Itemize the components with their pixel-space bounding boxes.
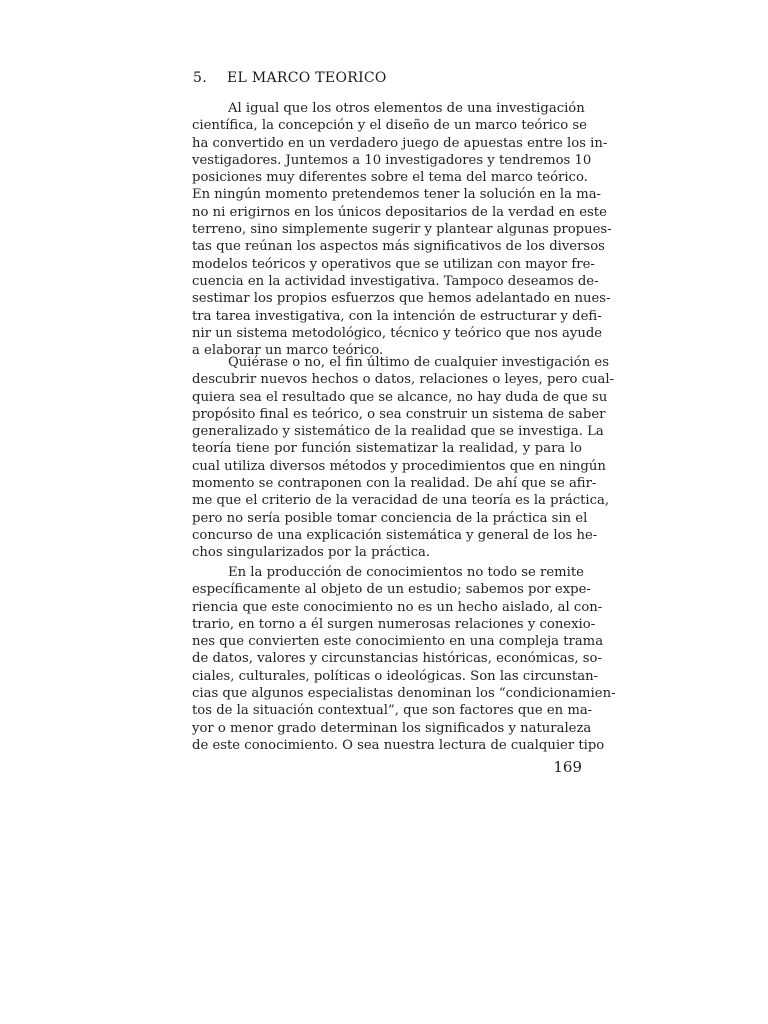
text-line: no ni erigirnos en los únicos depositarios de la verdad en este xyxy=(192,204,607,220)
text-line: vestigadores. Juntemos a 10 investigadores y tendremos 10 xyxy=(192,152,592,168)
text-line: modelos teóricos y operativos que se utilizan con mayor fre- xyxy=(192,256,595,272)
text-line: teoría tiene por función sistematizar la realidad, y para lo xyxy=(192,441,582,457)
paragraph-3 xyxy=(192,564,616,754)
text-line: ha convertido en un verdadero juego de apuestas entre los in- xyxy=(192,135,608,151)
section-heading xyxy=(193,70,387,86)
text-line: tos de la situación contextual”, que son factores que en ma- xyxy=(192,703,593,719)
text-line: Quiérase o no, el fin último de cualquier investigación es xyxy=(228,355,609,370)
text-line: de este conocimiento. O sea nuestra lectura de cualquier tipo xyxy=(192,737,605,753)
text-line: de datos, valores y circunstancias históricas, económicas, so- xyxy=(192,651,602,667)
text-line: trario, en torno a él surgen numerosas relaciones y conexio- xyxy=(192,616,596,632)
text-line: sestimar los propios esfuerzos que hemos adelantado en nues- xyxy=(192,291,611,307)
text-line: chos singularizados por la práctica. xyxy=(192,545,431,561)
text-line: generalizado y sistemático de la realidad que se investiga. La xyxy=(192,424,604,440)
text-line: pero no sería posible tomar conciencia de la práctica sin el xyxy=(192,510,588,526)
text-line: riencia que este conocimiento no es un hecho aislado, al con- xyxy=(192,599,603,615)
text-line: cuencia en la actividad investigativa. Tampoco deseamos de- xyxy=(192,273,599,289)
text-line: terreno, sino simplemente sugerir y plantear algunas propues- xyxy=(192,222,612,238)
text-line: yor o menor grado determinan los significados y naturaleza xyxy=(192,720,592,736)
text-line: me que el criterio de la veracidad de una teoría es la práctica, xyxy=(192,493,610,509)
text-line: nes que convierten este conocimiento en una compleja trama xyxy=(192,634,604,650)
section-title: EL MARCO TEORICO xyxy=(227,70,387,86)
text-line: nir un sistema metodológico, técnico y teórico que nos ayude xyxy=(192,325,603,341)
text-line: específicamente al objeto de un estudio; sabemos por expe- xyxy=(192,582,591,598)
text-line: quiera sea el resultado que se alcance, no hay duda de que su xyxy=(192,389,608,405)
text-line: ciales, culturales, políticas o ideológicas. Son las circunstan- xyxy=(192,668,599,684)
text-line: científica, la concepción y el diseño de un marco teórico se xyxy=(192,118,587,134)
section-number: 5. xyxy=(193,70,207,86)
text-line: momento se contraponen con la realidad. De ahí que se afir- xyxy=(192,476,597,492)
text-line: En ningún momento pretendemos tener la solución en la ma- xyxy=(192,187,602,203)
text-line: tas que reúnan los aspectos más significativos de los diversos xyxy=(192,239,605,255)
text-line: cias que algunos especialistas denominan los “condicionamien- xyxy=(192,686,616,702)
paragraph-1 xyxy=(192,100,612,359)
text-line: cual utiliza diversos métodos y procedimientos que en ningún xyxy=(192,458,606,474)
page-number: 169 xyxy=(553,758,582,776)
text-line: En la producción de conocimientos no todo se remite xyxy=(228,565,584,580)
text-line: propósito final es teórico, o sea construir un sistema de saber xyxy=(192,406,606,422)
text-line: posiciones muy diferentes sobre el tema del marco teórico. xyxy=(192,170,588,186)
paragraph-2 xyxy=(192,354,615,562)
text-line: a elaborar un marco teórico. xyxy=(192,343,384,359)
text-line: tra tarea investigativa, con la intención de estructurar y defi- xyxy=(192,308,602,324)
text-line: Al igual que los otros elementos de una investigación xyxy=(228,101,585,116)
text-line: concurso de una explicación sistemática y general de los he- xyxy=(192,527,598,543)
text-line: descubrir nuevos hechos o datos, relaciones o leyes, pero cual- xyxy=(192,372,615,388)
